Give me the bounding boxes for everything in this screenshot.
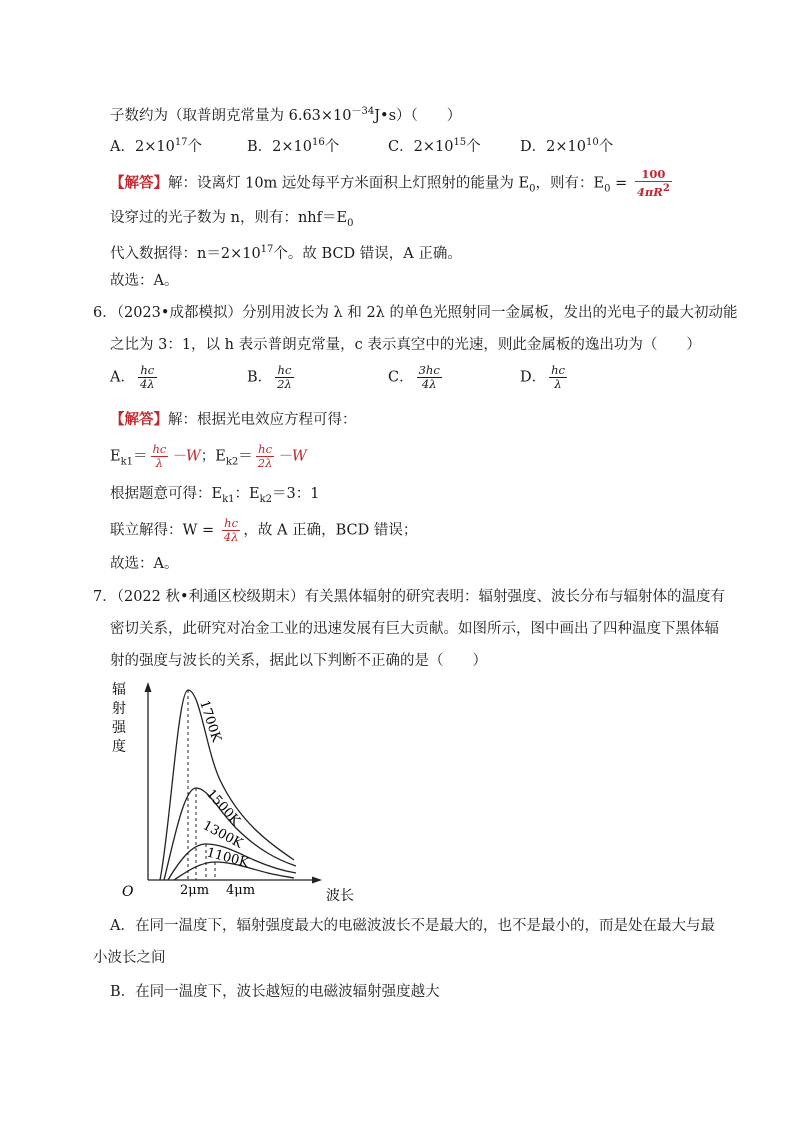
x-axis-label: 波长 (326, 888, 354, 904)
q5-option-d[interactable]: D．$2\times 10^{10}$个 (520, 137, 614, 155)
q6-answer-solve: 联立解得：W = $\frac{hc}{4\lambda}$ ，故 A 正确，BCD 错误； (110, 516, 418, 544)
q5-answer-line1: 【解答】解：设离灯 10m 远处每平方米面积上灯照射的能量为 $E_0$，则有：$E_0$ = $\frac{100}{4\pi R^2}$ (110, 167, 670, 199)
blackbody-figure (108, 680, 378, 905)
q7-option-a-line2[interactable]: 小波长之间 (93, 950, 166, 966)
q6-option-d[interactable]: D． $\frac{hc}{\lambda}$ (520, 363, 565, 391)
q5-energy-fraction: $\frac{100}{4\pi R^2}$ (636, 167, 670, 199)
q7-stem-line1: 7．（2022 秋•利通区校级期末）有关黑体辐射的研究表明：辐射强度、波长分布与辐射体的温度有 (93, 589, 726, 605)
q5-option-a[interactable]: A．$2\times 10^{17}$个 (110, 137, 203, 155)
q6-stem-line1: 6．（2023•成都模拟）分别用波长为 λ 和 2λ 的单色光照射同一金属板，发出的光电子的最大初动能 (93, 305, 738, 321)
q7-stem-line2: 密切关系，此研究对冶金工业的迅速发展有巨大贡献。如图所示，图中画出了四种温度下黑体辐 (110, 621, 719, 637)
q6-option-a[interactable]: A． $\frac{hc}{4\lambda}$ (110, 363, 155, 391)
q5-answer-line2: 设穿过的光子数为 n，则有：$nhf=E_0$ (110, 210, 354, 229)
y-axis-label-char-1: 辐 (112, 682, 126, 698)
q6-answer-line1: 【解答】解：根据光电效应方程可得： (110, 411, 357, 428)
q5-answer-line3: 代入数据得：$n=2\times 10^{17}$个。故 BCD 错误，A 正确。 (110, 244, 462, 262)
q6-choose: 故选：A。 (110, 556, 179, 572)
q5-option-c[interactable]: C．$2\times 10^{15}$个 (388, 137, 481, 155)
y-axis-label-char-3: 强 (112, 720, 126, 736)
q5-choose: 故选：A。 (110, 273, 179, 289)
q6-answer-ratio: 根据题意可得：$E_{k1}$：$E_{k2}=3$：1 (110, 486, 320, 505)
q6-option-b[interactable]: B． $\frac{hc}{2\lambda}$ (247, 363, 292, 391)
q7-stem-line3: 射的强度与波长的关系，据此以下判断不正确的是（ ） (110, 653, 487, 669)
y-axis-label-char-2: 射 (112, 701, 126, 717)
y-axis-label-char-4: 度 (112, 739, 126, 755)
q5-stem: 子数约为（取普朗克常量为 $6.63\times 10^{-34}J•s$）（ ） (110, 106, 462, 124)
curve-label-1500k: 1500K (203, 786, 243, 829)
q6-answer-equations: $E_{k1}=$ $\frac{hc}{\lambda}$ －W；$E_{k2}=$ $\frac{hc}{2\lambda}$ －W (110, 442, 307, 470)
curve-label-1700k: 1700K (196, 698, 224, 744)
q6-option-c[interactable]: C． $\frac{3hc}{4\lambda}$ (388, 363, 440, 391)
curve-label-1100k: 1100K (204, 845, 251, 871)
q6-stem-line2: 之比为 3：1，以 h 表示普朗克常量，c 表示真空中的光速，则此金属板的逸出功为（ ） (110, 337, 701, 353)
q7-option-b[interactable]: B．在同一温度下，波长越短的电磁波辐射强度越大 (110, 984, 440, 1000)
tick-4um: 4μm (226, 883, 256, 898)
q5-option-b[interactable]: B．$2\times 10^{16}$个 (247, 137, 340, 155)
curve-label-1300k: 1300K (200, 818, 245, 852)
tick-2um: 2μm (180, 883, 210, 898)
q7-option-a-line1[interactable]: A．在同一温度下，辐射强度最大的电磁波波长不是最大的，也不是最小的，而是处在最大与最 (110, 918, 715, 934)
origin-label: O (122, 884, 134, 900)
